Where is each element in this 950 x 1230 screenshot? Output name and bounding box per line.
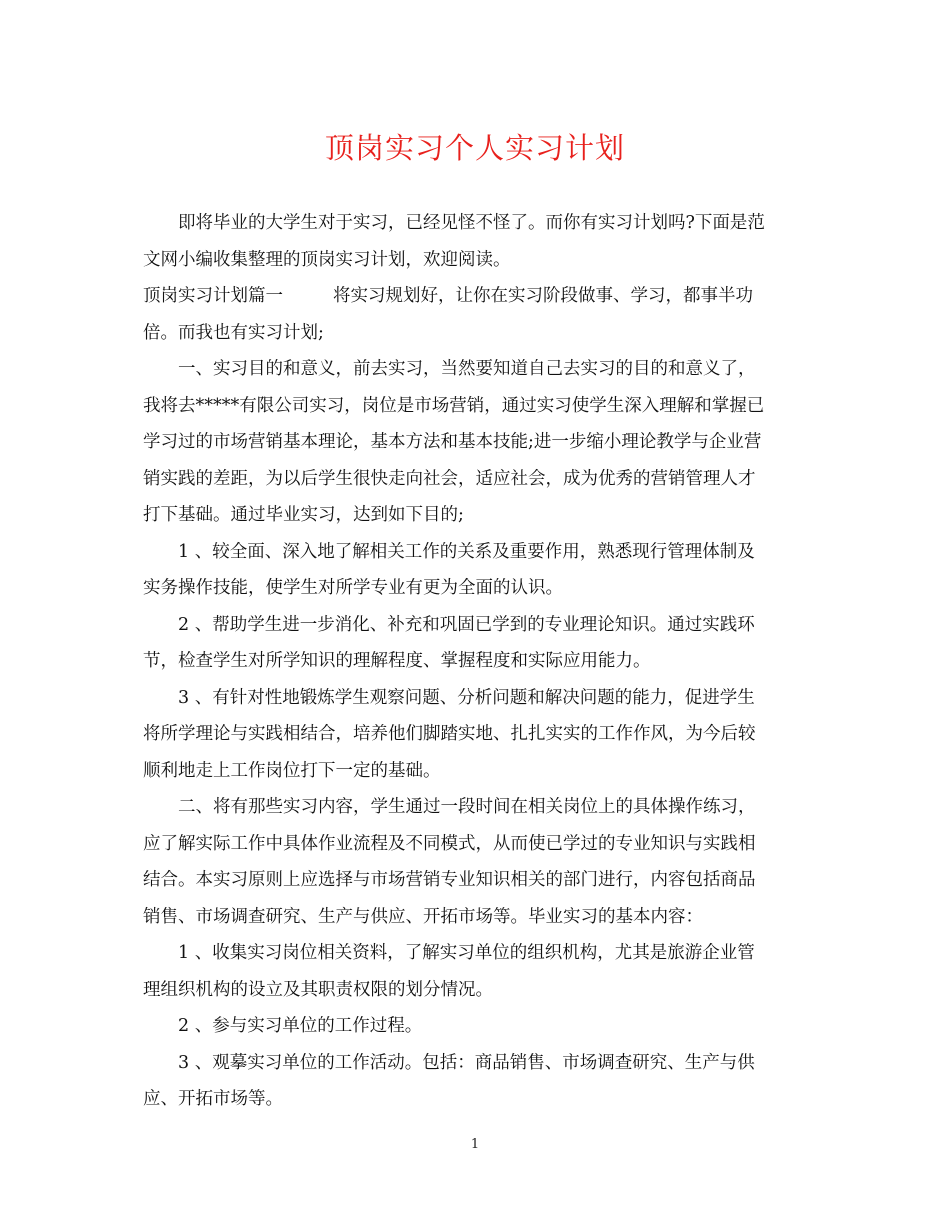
body-line: 将所学理论与实践相结合，培养他们脚踏实地、扎扎实实的工作作风，为今后较 [143,724,756,744]
body-line: 3 、有针对性地锻炼学生观察问题、分析问题和解决问题的能力，促进学生 [178,687,755,708]
body-line: 理组织机构的设立及其职责权限的划分情况。 [143,979,493,1000]
body-line: 实务操作技能，使学生对所学专业有更为全面的认识。 [143,578,563,598]
body-line: 二、将有那些实习内容，学生通过一段时间在相关岗位上的具体操作练习， [178,797,756,817]
body-line: 文网小编收集整理的顶岗实习计划，欢迎阅读。 [143,249,511,270]
body-line: 销售、市场调查研究、生产与供应、开拓市场等。毕业实习的基本内容： [143,906,703,927]
body-line: 一、实习目的和意义，前去实习，当然要知道自己去实习的目的和意义了， [178,359,756,379]
page-number: 1 [470,1137,480,1152]
body-line: 应了解实际工作中具体作业流程及不同模式，从而使已学过的专业知识与实践相 [143,833,756,854]
body-line: 倍。而我也有实习计划; [143,322,324,343]
body-line: 1 、收集实习岗位相关资料，了解实习单位的组织机构，尤其是旅游企业管 [178,943,755,963]
body-text-span: 将实习规划好，让你在实习阶段做事、学习，都事半功 [333,286,753,306]
body-line: 2 、帮助学生进一步消化、补充和巩固已学到的专业理论知识。通过实践环 [178,614,755,635]
body-line: 1 、较全面、深入地了解相关工作的关系及重要作用，熟悉现行管理体制及 [178,541,755,562]
body-line: 打下基础。通过毕业实习，达到如下目的; [143,505,464,525]
body-line: 我将去*****有限公司实习，岗位是市场营销，通过实习使学生深入理解和掌握已 [143,395,765,416]
body-line-with-heading [143,278,807,315]
body-line: 即将毕业的大学生对于实习，已经见怪不怪了。而你有实习计划吗?下面是范 [178,213,765,233]
body-line: 3 、观摹实习单位的工作活动。包括：商品销售、市场调查研究、生产与供 [178,1052,755,1073]
body-line: 结合。本实习原则上应选择与市场营销专业知识相关的部门进行，内容包括商品 [143,870,756,890]
section-heading: 顶岗实习计划篇一 [143,286,283,306]
document-body [143,205,807,1118]
body-line: 顺利地走上工作岗位打下一定的基础。 [143,760,441,781]
body-line: 学习过的市场营销基本理论，基本方法和基本技能;进一步缩小理论教学与企业营 [143,432,762,452]
body-line: 2 、参与实习单位的工作过程。 [178,1016,423,1036]
body-line: 应、开拓市场等。 [143,1089,283,1109]
body-line: 节，检查学生对所学知识的理解程度、掌握程度和实际应用能力。 [143,651,651,671]
document-title: 顶岗实习个人实习计划 [324,131,625,165]
body-line: 销实践的差距，为以后学生很快走向社会，适应社会，成为优秀的营销管理人才 [143,468,756,489]
